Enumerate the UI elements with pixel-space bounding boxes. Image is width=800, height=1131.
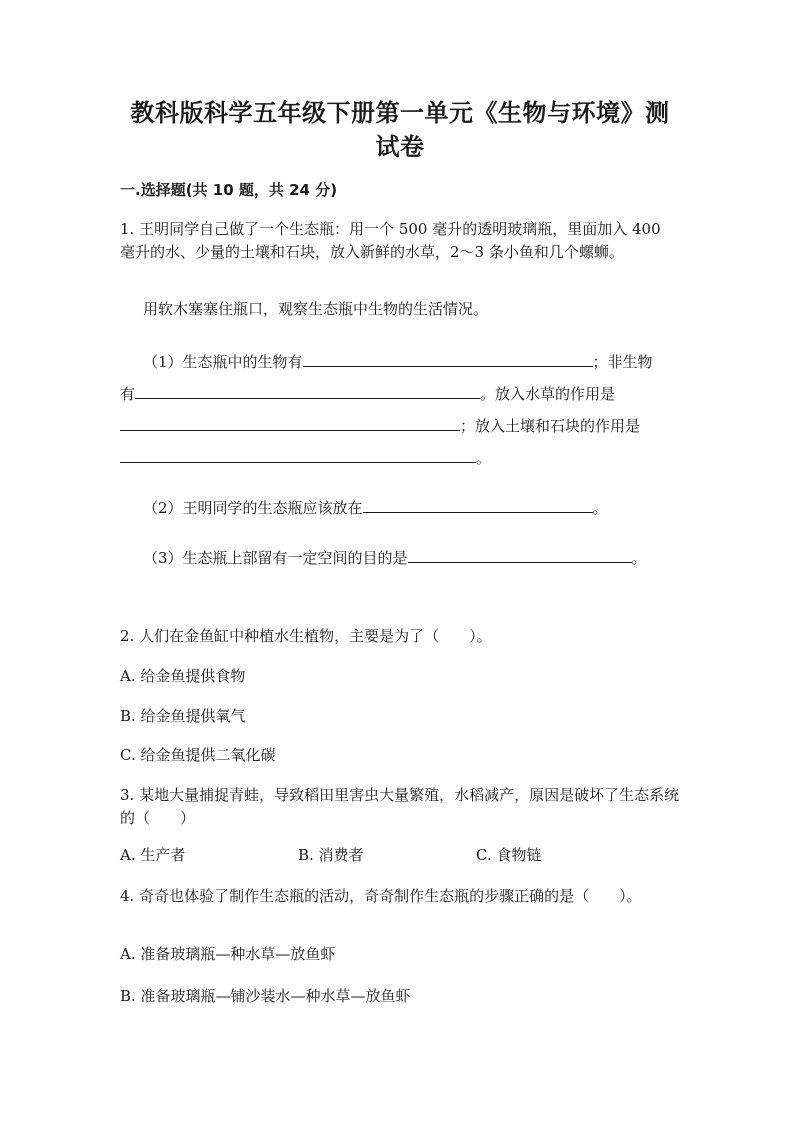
q2-option-a[interactable]: A. 给金鱼提供食物 <box>120 667 246 685</box>
q1-part1-weed-role: 。放入水草的作用是 <box>480 385 616 403</box>
q4-stem: 4. 奇奇也体验了制作生态瓶的活动，奇奇制作生态瓶的步骤正确的是（ ）。 <box>120 887 642 905</box>
q3-option-b[interactable]: B. 消费者 <box>298 846 364 864</box>
q1-part1-label: （1）生态瓶中的生物有 <box>143 353 303 371</box>
q1-part1-soil-role: ；放入土壤和石块的作用是 <box>460 417 641 435</box>
q1-blank-weed[interactable] <box>120 414 460 431</box>
section-heading: 一.选择题(共 10 题，共 24 分) <box>120 181 338 199</box>
q1-part1-you: 有 <box>120 385 136 403</box>
q1-part1-line2 <box>120 382 615 404</box>
q2-stem: 2. 人们在金鱼缸中种植水生植物，主要是为了（ ）。 <box>120 627 492 645</box>
q1-stem: 1. 王明同学自己做了一个生态瓶：用一个 500 毫升的透明玻璃瓶，里面加入 400 毫升的水、少量的土壤和石块，放入新鲜的水草，2～3 条小鱼和几个螺蛳。 <box>120 220 661 261</box>
q1-part3-label: （3）生态瓶上部留有一定空间的目的是 <box>143 549 408 567</box>
q1-blank-space[interactable] <box>408 546 632 563</box>
q1-observe: 用软木塞塞住瓶口，观察生态瓶中生物的生活情况。 <box>143 300 489 318</box>
q1-blank-soil[interactable] <box>120 446 476 463</box>
page-title <box>120 96 680 164</box>
title-line-1: 教科版科学五年级下册第一单元《生物与环境》测 <box>130 99 670 127</box>
q1-part2-end: 。 <box>592 499 608 517</box>
q1-part3 <box>143 546 647 568</box>
title-line-2: 试卷 <box>375 133 425 161</box>
q1-part1-end: 。 <box>476 449 492 467</box>
q1-part2-label: （2）王明同学的生态瓶应该放在 <box>143 499 363 517</box>
q3-option-c[interactable]: C. 食物链 <box>476 846 542 864</box>
q1-blank-placement[interactable] <box>363 496 593 513</box>
q1-part3-end: 。 <box>631 549 647 567</box>
q2-option-b[interactable]: B. 给金鱼提供氧气 <box>120 707 246 725</box>
q1-part1-semicolon: ；非生物 <box>592 353 653 371</box>
q1-part1-line3 <box>120 414 640 436</box>
q3-stem: 3. 某地大量捕捉青蛙，导致稻田里害虫大量繁殖，水稻减产，原因是破坏了生态系统的（ ） <box>120 786 680 827</box>
q1-part2 <box>143 496 608 518</box>
q4-option-a[interactable]: A. 准备玻璃瓶—种水草—放鱼虾 <box>120 945 336 963</box>
q1-blank-nonliving[interactable] <box>135 382 480 399</box>
q1-blank-living[interactable] <box>303 350 593 367</box>
q2-option-c[interactable]: C. 给金鱼提供二氧化碳 <box>120 746 276 764</box>
q1-part1-line1 <box>143 350 653 372</box>
q3-option-a[interactable]: A. 生产者 <box>120 846 186 864</box>
q1-part1-line4 <box>120 446 491 468</box>
q4-option-b[interactable]: B. 准备玻璃瓶—铺沙装水—种水草—放鱼虾 <box>120 987 411 1005</box>
